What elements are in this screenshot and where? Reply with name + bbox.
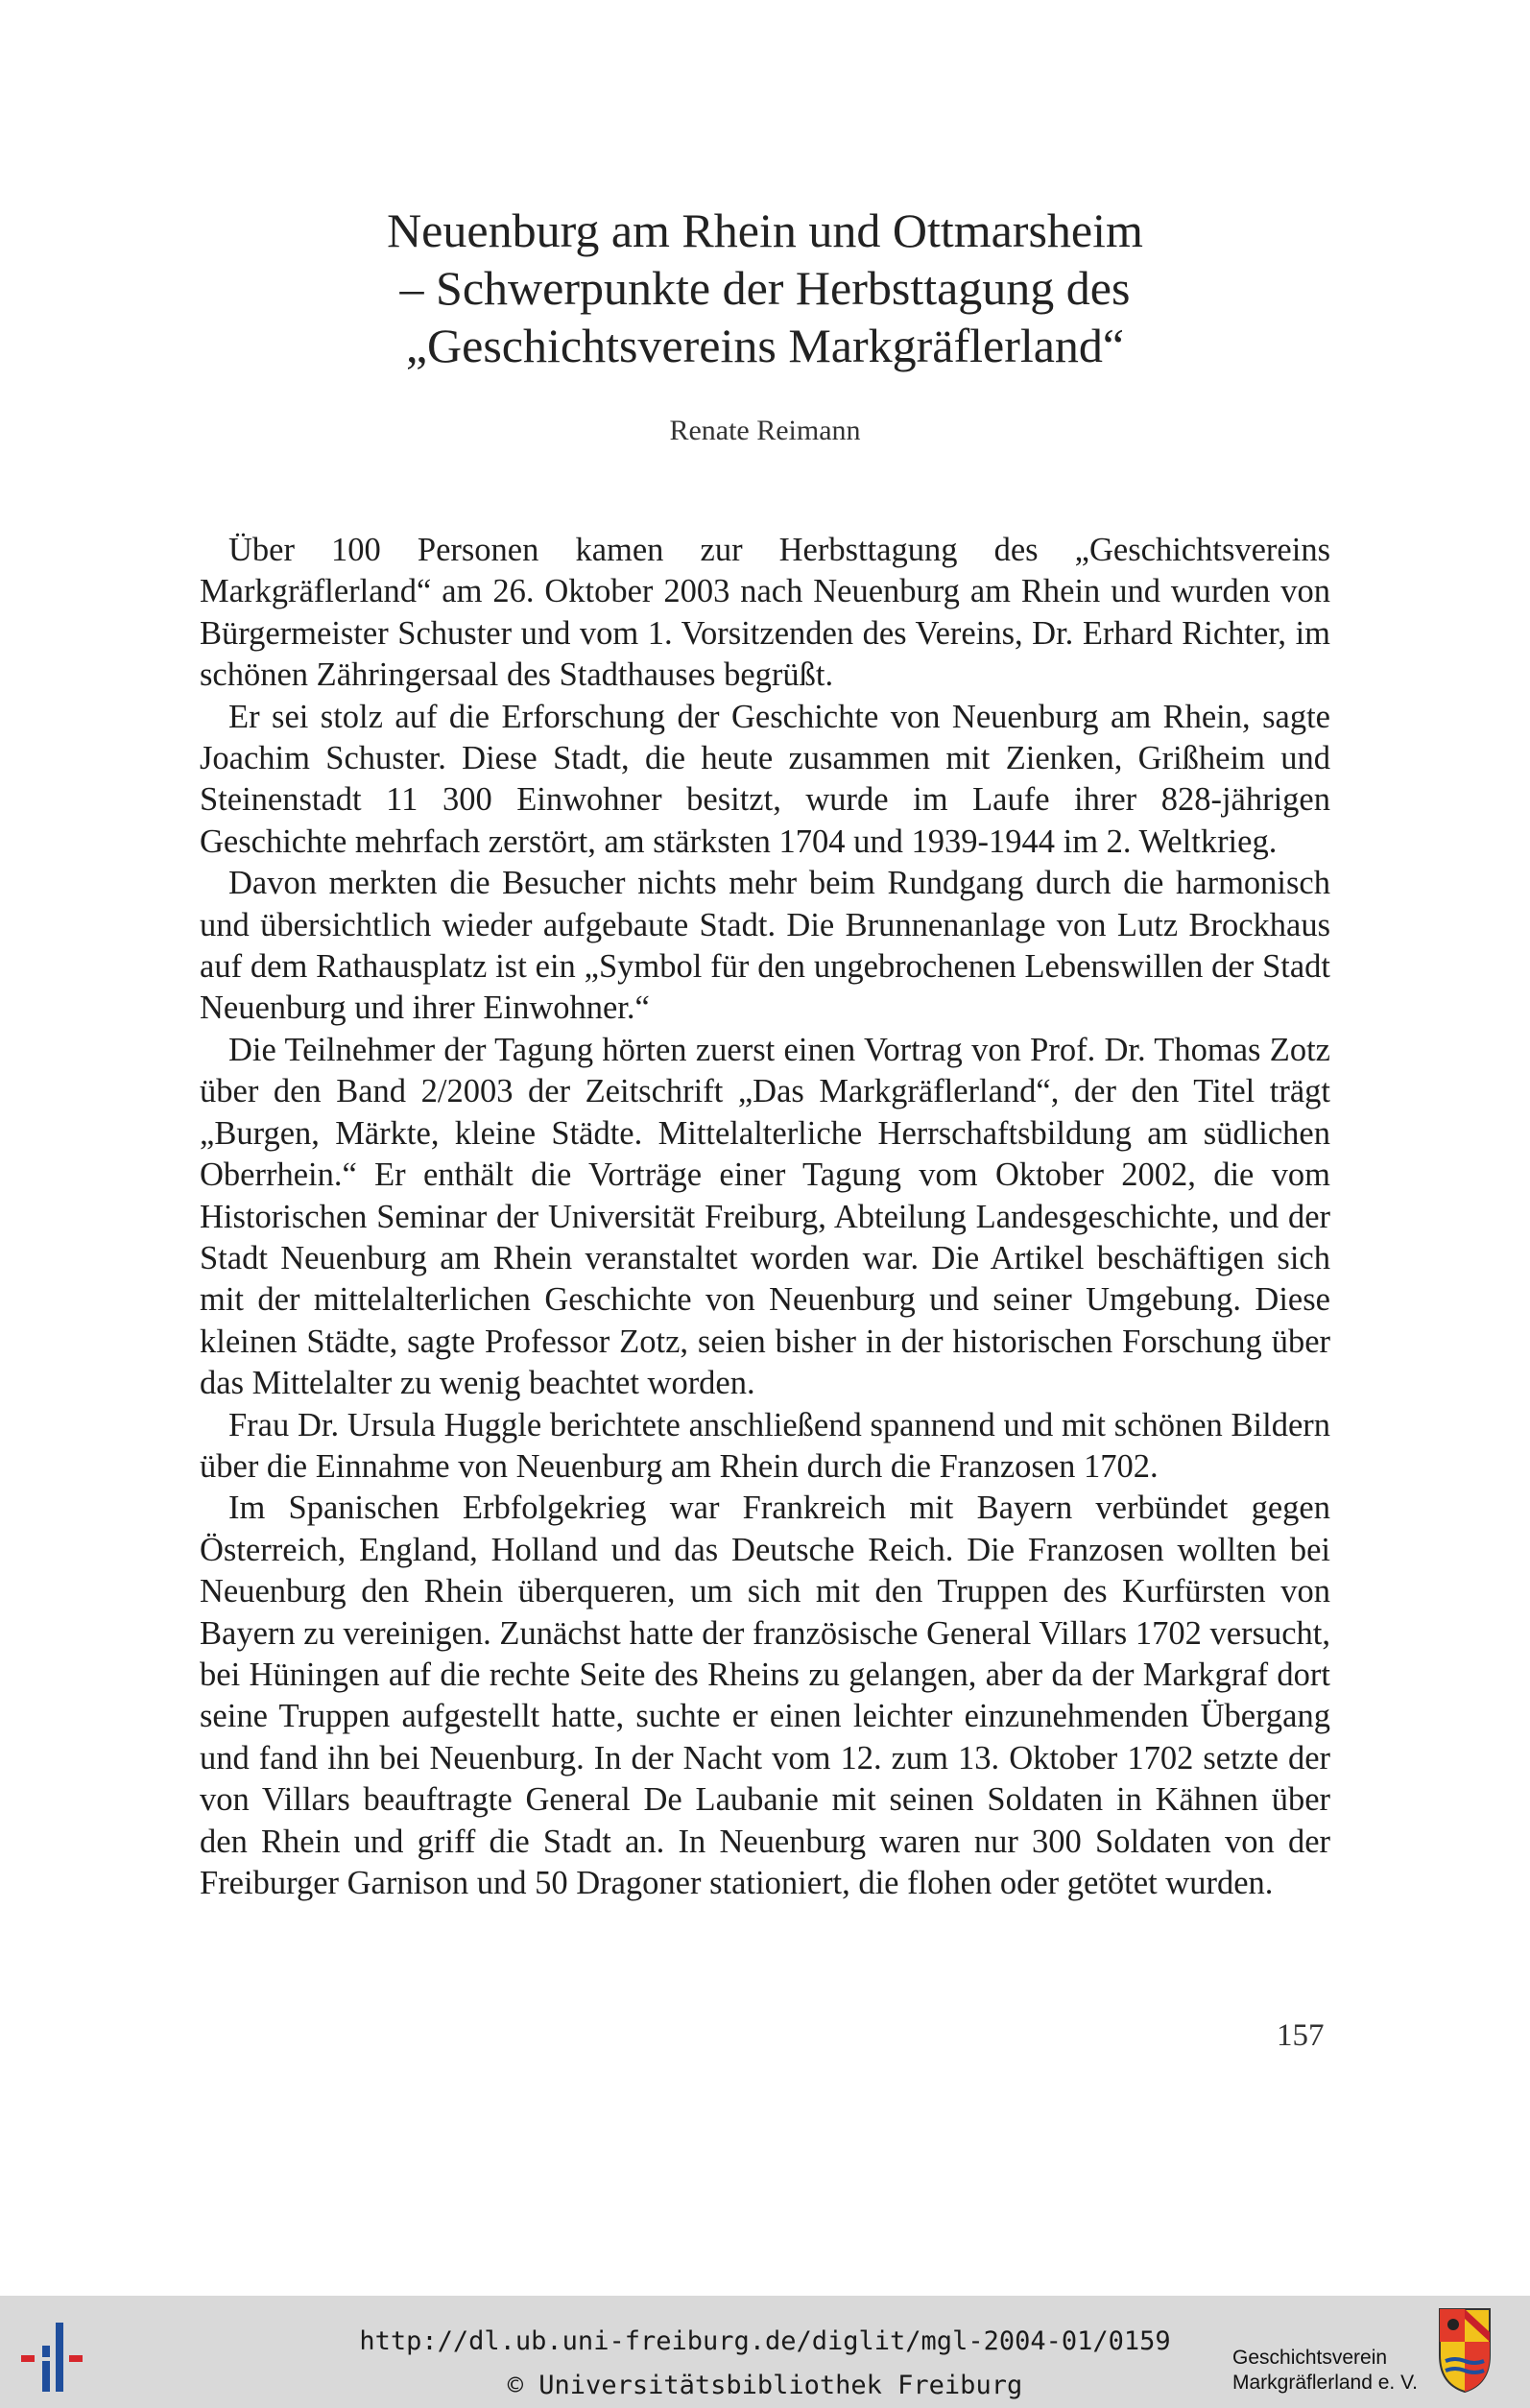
- title-line-1: Neuenburg am Rhein und Ottmarsheim: [387, 203, 1143, 257]
- paragraph-6: Im Spanischen Erbfolgekrieg war Frankreich mit Bayern verbündet gegen Österreich, England, Holland und das Deutsche Reich. Die Franzosen wollten bei Neuenburg den Rhein überqueren, um sich mit den Truppen des Kurfürsten von Bayern zu vereinigen. Zunächst hatte der französische General Villars 1702 versucht, bei Hüningen auf die rechte Seite des Rheins zu gelangen, aber da der Markgraf dort seine Truppen aufgestellt hatte, suchte er einen leichter einzunehmenden Übergang und fand ihn bei Neuenburg. In der Nacht vom 12. zum 13. Oktober 1702 setzte der von Villars beauftragte General De Laubanie mit seinen Soldaten in Kähnen über den Rhein und griff die Stadt an. In Neuenburg waren nur 300 Soldaten von der Freiburger Garnison und 50 Dragoner stationiert, die flohen oder getötet wurden.: [200, 1490, 1330, 1901]
- article-title: [192, 202, 1338, 374]
- page-number: 157: [1277, 2018, 1325, 2053]
- title-line-3: „Geschichtsvereins Markgräflerland“: [405, 319, 1125, 372]
- org-name-line-1: Geschichtsverein: [1232, 2347, 1388, 2369]
- footer-url-link[interactable]: http://dl.ub.uni-freiburg.de/diglit/mgl-2004-01/0159: [359, 2326, 1171, 2356]
- coat-of-arms-icon: [1436, 2303, 1494, 2396]
- footer-copyright: © Universitätsbibliothek Freiburg: [507, 2371, 1023, 2400]
- article-author: Renate Reimann: [669, 415, 861, 446]
- footer-organization: [1232, 2346, 1444, 2396]
- paragraph-3: Davon merkten die Besucher nichts mehr beim Rundgang durch die harmonisch und übersichtlich wieder aufgebaute Stadt. Die Brunnenanlage von Lutz Brockhaus auf dem Rathausplatz ist ein „Symbol für den ungebrochenen Lebenswillen der Stadt Neuenburg und ihrer Einwohner.“: [200, 865, 1330, 1027]
- org-name-line-2: Markgräflerland e. V.: [1232, 2372, 1418, 2394]
- paragraph-4: Die Teilnehmer der Tagung hörten zuerst einen Vortrag von Prof. Dr. Thomas Zotz über den Band 2/2003 der Zeitschrift „Das Markgräflerland“, der den Titel trägt „Burgen, Märkte, kleine Städte. Mittelalterliche Herrschaftsbildung am südlichen Oberrhein.“ Er enthält die Vorträge einer Tagung vom Oktober 2002, die vom Historischen Seminar der Universität Freiburg, Abteilung Landesgeschichte, und der Stadt Neuenburg am Rhein veranstaltet worden war. Die Artikel beschäftigen sich mit der mittelalterlichen Geschichte von Neuenburg und seiner Umgebung. Diese kleinen Städte, sagte Professor Zotz, seien bisher in der historischen Forschung über das Mittelalter zu wenig beachtet worden.: [200, 1031, 1330, 1402]
- article-body: [200, 530, 1330, 1904]
- paragraph-2: Er sei stolz auf die Erforschung der Geschichte von Neuenburg am Rhein, sagte Joachim Schuster. Diese Stadt, die heute zusammen mit Zienken, Grißheim und Steinenstadt 11 300 Einwohner besitzt, wurde im Laufe ihrer 828-jährigen Geschichte mehrfach zerstört, am stärksten 1704 und 1939-1944 im 2. Weltkrieg.: [200, 698, 1330, 860]
- paragraph-5: Frau Dr. Ursula Huggle berichtete anschließend spannend und mit schönen Bildern über die Einnahme von Neuenburg am Rhein durch die Franzosen 1702.: [200, 1406, 1330, 1485]
- title-line-2: – Schwerpunkte der Herbsttagung des: [399, 261, 1131, 315]
- footer-bar: [0, 2296, 1530, 2408]
- paragraph-1: Über 100 Personen kamen zur Herbsttagung des „Geschichtsvereins Markgräflerland“ am 26. Oktober 2003 nach Neuenburg am Rhein und wurden von Bürgermeister Schuster und vom 1. Vorsitzenden des Vereins, Dr. Erhard Richter, im schönen Zähringersaal des Stadthauses begrüßt.: [200, 532, 1330, 694]
